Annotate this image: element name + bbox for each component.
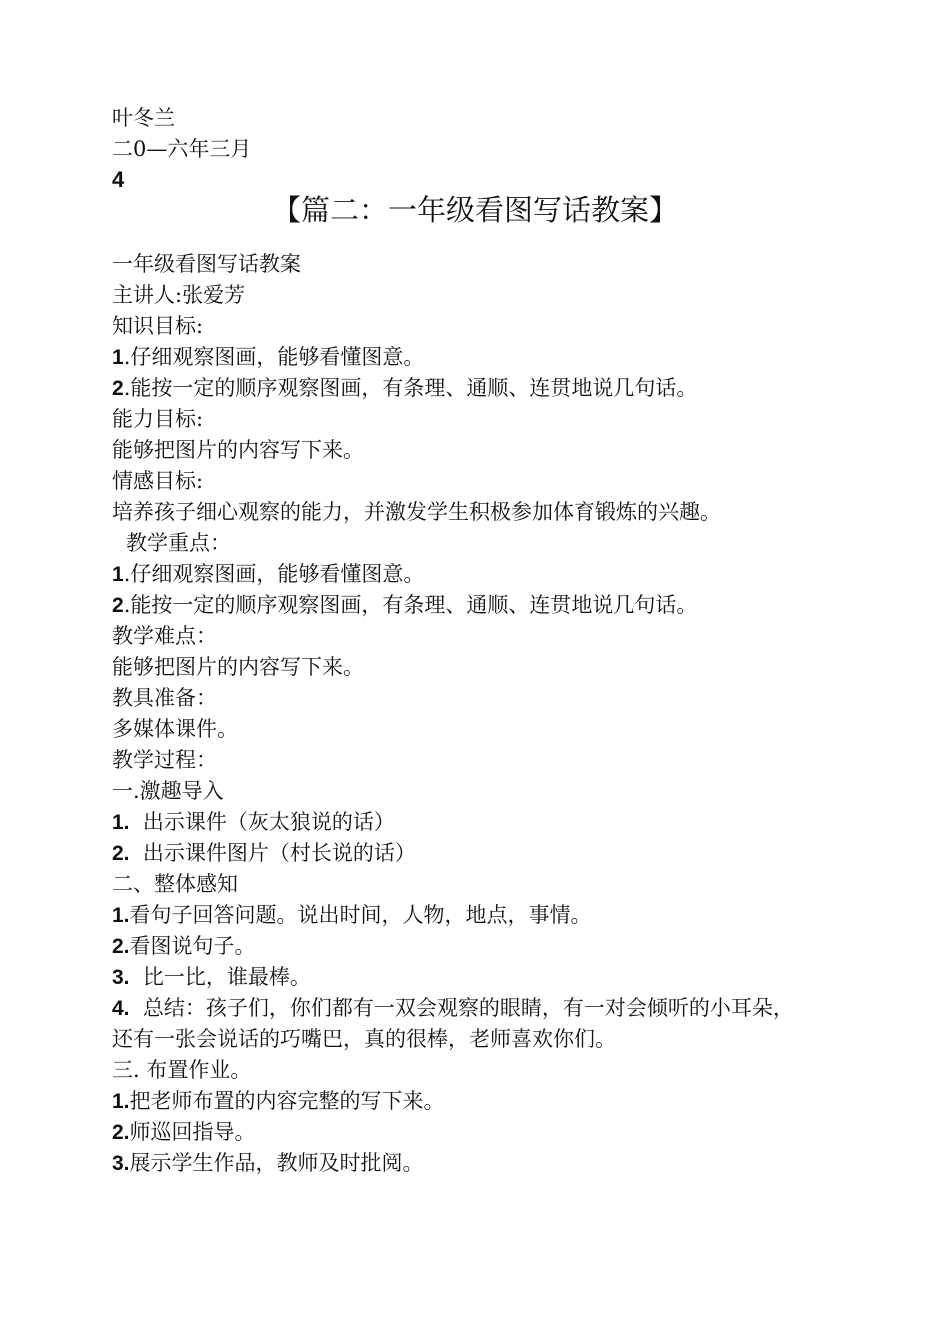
process-heading: 教学过程： bbox=[112, 748, 217, 772]
item-number: 1. bbox=[112, 1090, 130, 1113]
step2-heading: 二、整体感知 bbox=[112, 872, 238, 896]
difficulty-text: 能够把图片的内容写下来。 bbox=[112, 655, 364, 679]
item-number: 1 bbox=[112, 346, 124, 369]
item-text: .仔细观察图画，能够看懂图意。 bbox=[123, 345, 425, 369]
emotion-goal: 培养孩子细心观察的能力，并激发学生积极参加体育锻炼的兴趣。 bbox=[112, 500, 721, 524]
author-name: 叶冬兰 bbox=[112, 106, 175, 130]
item-text: .能按一定的顺序观察图画，有条理、通顺、连贯地说几句话。 bbox=[123, 593, 698, 617]
step1-item bbox=[112, 839, 416, 868]
item-number: 1. bbox=[112, 904, 130, 927]
item-number: 2 bbox=[112, 377, 124, 400]
step1-heading: 一.激趣导入 bbox=[112, 779, 224, 803]
step1-item bbox=[112, 808, 395, 837]
key-point-item bbox=[112, 560, 424, 589]
item-text: 展示学生作品，教师及时批阅。 bbox=[129, 1151, 424, 1175]
item-text: .能按一定的顺序观察图画，有条理、通顺、连贯地说几句话。 bbox=[123, 376, 698, 400]
ability-goal-heading: 能力目标: bbox=[112, 407, 204, 431]
step2-item bbox=[112, 963, 311, 992]
item-text: 把老师布置的内容完整的写下来。 bbox=[129, 1089, 445, 1113]
section-title: 【篇二：一年级看图写话教案】 bbox=[271, 193, 678, 227]
knowledge-goal-item bbox=[112, 374, 697, 403]
item-text: 看图说句子。 bbox=[129, 934, 256, 958]
knowledge-goal-item bbox=[112, 343, 424, 372]
item-number: 3. bbox=[112, 966, 130, 989]
item-number: 3. bbox=[112, 1152, 130, 1175]
item-text: 总结：孩子们，你们都有一双会观察的眼睛，有一对会倾听的小耳朵， bbox=[142, 996, 794, 1020]
step2-item bbox=[112, 901, 592, 930]
item-number: 2 bbox=[112, 594, 124, 617]
item-number: 4. bbox=[112, 997, 130, 1020]
item-text: .仔细观察图画，能够看懂图意。 bbox=[123, 562, 425, 586]
item-number: 2. bbox=[112, 935, 130, 958]
emotion-goal-heading: 情感目标: bbox=[112, 469, 204, 493]
key-points-heading: 教学重点： bbox=[126, 531, 231, 555]
step3-item bbox=[112, 1118, 256, 1147]
step2-continuation: 还有一张会说话的巧嘴巴，真的很棒，老师喜欢你们。 bbox=[112, 1027, 616, 1051]
step3-item bbox=[112, 1149, 424, 1178]
tools-text: 多媒体课件。 bbox=[112, 717, 238, 741]
item-number: 1 bbox=[112, 563, 124, 586]
item-text: 出示课件（灰太狼说的话） bbox=[142, 810, 395, 834]
step3-item bbox=[112, 1087, 445, 1116]
item-text: 比一比，谁最棒。 bbox=[142, 965, 311, 989]
knowledge-goal-heading: 知识目标: bbox=[112, 314, 204, 338]
step3-heading: 三. 布置作业。 bbox=[112, 1058, 252, 1082]
ability-goal: 能够把图片的内容写下来。 bbox=[112, 438, 364, 462]
tools-heading: 教具准备： bbox=[112, 686, 217, 710]
doc-title: 一年级看图写话教案 bbox=[112, 252, 301, 276]
item-text: 出示课件图片（村长说的话） bbox=[142, 841, 416, 865]
step2-item bbox=[112, 932, 256, 961]
item-text: 师巡回指导。 bbox=[129, 1120, 256, 1144]
page-number: 4 bbox=[112, 167, 125, 192]
difficulty-heading: 教学难点： bbox=[112, 624, 217, 648]
speaker-line: 主讲人:张爱芳 bbox=[112, 283, 246, 307]
key-point-item bbox=[112, 591, 697, 620]
item-number: 2. bbox=[112, 1121, 130, 1144]
item-number: 1. bbox=[112, 811, 130, 834]
item-number: 2. bbox=[112, 842, 130, 865]
document-date: 二0—六年三月 bbox=[112, 137, 252, 161]
item-text: 看句子回答问题。说出时间，人物，地点，事情。 bbox=[129, 903, 592, 927]
step2-item bbox=[112, 994, 794, 1023]
